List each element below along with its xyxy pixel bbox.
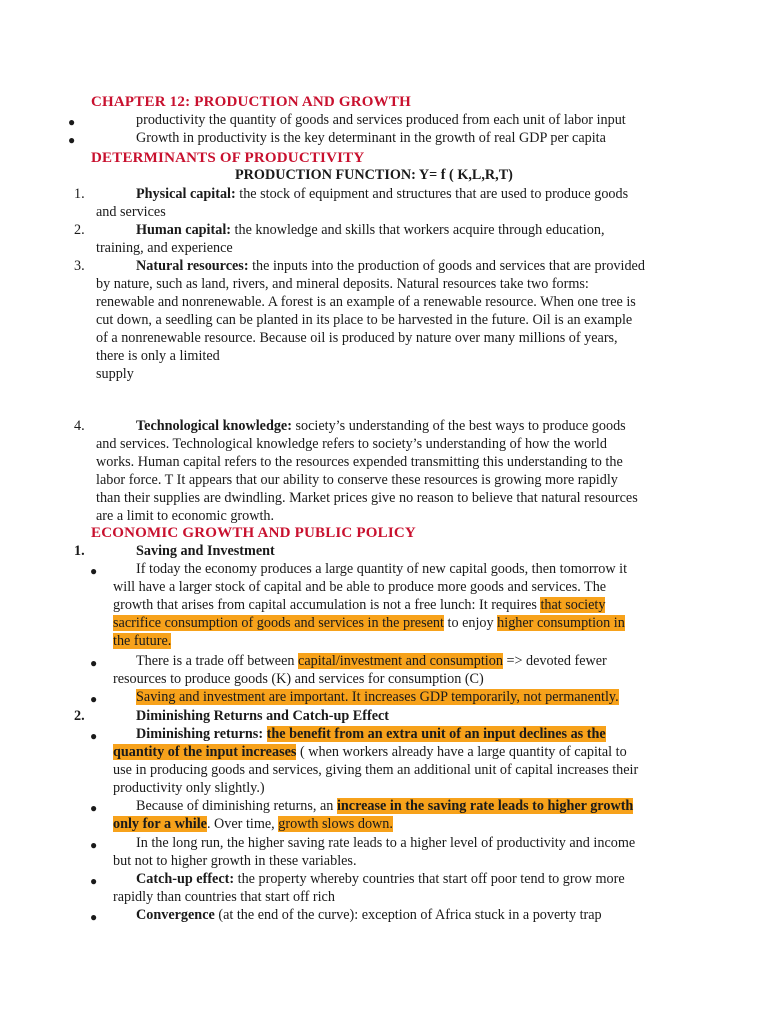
highlighted-text: only for a while [113, 816, 207, 832]
list-number: 4. [74, 418, 85, 434]
term: Natural resources: [136, 258, 249, 274]
intro-bullet-1: productivity the quantity of goods and services produced from each unit of labor input [136, 112, 626, 128]
definition-line: than their supplies are dwindling. Market prices give no reason to believe that natural resources [96, 490, 638, 506]
list-item-natural-resources [136, 258, 645, 276]
bullet-text [136, 798, 633, 816]
list-number: 1. [74, 186, 85, 202]
plain-text: There is a trade off between [136, 653, 295, 669]
term: Convergence [136, 907, 215, 923]
highlighted-text: higher consumption in [497, 615, 625, 631]
definition-line: labor force. T It appears that our ability to conserve these resources is growing more rapidly [96, 472, 618, 488]
plain-text: to enjoy [447, 615, 494, 631]
plain-text: ( when workers already have a large quantity of capital to [299, 744, 627, 760]
definition-line: society’s understanding of the best ways to produce goods [295, 418, 626, 434]
page-title: CHAPTER 12: PRODUCTION AND GROWTH [91, 94, 411, 110]
highlighted-text: that society [540, 597, 606, 613]
bullet-icon: ● [90, 564, 98, 578]
section-heading-growth-policy: ECONOMIC GROWTH AND PUBLIC POLICY [91, 525, 416, 541]
production-function: PRODUCTION FUNCTION: Y= f ( K,L,R,T) [235, 167, 513, 183]
sub-number: 2. [74, 708, 85, 724]
highlighted-text: increase in the saving rate leads to higher growth [336, 798, 634, 814]
plain-text: => devoted fewer [506, 653, 607, 669]
sub-number: 1. [74, 543, 85, 559]
subheading-diminishing-returns: Diminishing Returns and Catch-up Effect [136, 708, 390, 724]
bullet-text: will have a larger stock of capital and be able to produce more goods and services. The [113, 579, 607, 595]
definition-line: renewable and nonrenewable. A forest is an example of a renewable resource. When one tree is [96, 294, 636, 310]
definition-line: of a nonrenewable resource. Because oil is produced by nature over many millions of years, [96, 330, 618, 346]
definition-line: and services. Technological knowledge refers to society’s understanding of how the world [96, 436, 607, 452]
section-heading-determinants: DETERMINANTS OF PRODUCTIVITY [91, 150, 365, 166]
term: Diminishing returns: [136, 726, 264, 742]
list-item-technological-knowledge [136, 418, 626, 436]
bullet-text: In the long run, the higher saving rate leads to a higher level of productivity and income [136, 835, 636, 851]
bullet-icon: ● [68, 115, 76, 129]
bullet-text [113, 633, 171, 651]
highlighted-text: growth slows down. [278, 816, 393, 832]
bullet-text: If today the economy produces a large quantity of new capital goods, then tomorrow it [136, 561, 628, 577]
definition-line: the knowledge and skills that workers acquire through education, [234, 222, 605, 238]
definition-line: and services [96, 204, 166, 220]
bullet-text [113, 744, 627, 762]
subheading-saving-investment: Saving and Investment [136, 543, 275, 559]
bullet-icon: ● [90, 692, 98, 706]
list-number: 3. [74, 258, 85, 274]
bullet-icon: ● [68, 133, 76, 147]
highlighted-text: sacrifice consumption of goods and services in the present [113, 615, 444, 631]
definition-line: the inputs into the production of goods and services that are provided [252, 258, 645, 274]
term: Physical capital: [136, 186, 236, 202]
intro-bullet-2: Growth in productivity is the key determinant in the growth of real GDP per capita [136, 130, 606, 146]
bullet-text [136, 907, 602, 925]
plain-text: (at the end of the curve): exception of Africa stuck in a poverty trap [218, 907, 602, 923]
list-item-physical-capital [136, 186, 628, 204]
bullet-text [136, 653, 607, 671]
term: Human capital: [136, 222, 231, 238]
bullet-text: use in producing goods and services, giving them an additional unit of capital increases their [113, 762, 639, 778]
definition-line: by nature, such as land, rivers, and mineral deposits. Natural resources take two forms: [96, 276, 589, 292]
term: Catch-up effect: [136, 871, 235, 887]
definition-line: the stock of equipment and structures that are used to produce goods [239, 186, 629, 202]
bullet-text: resources to produce goods (K) and services for consumption (C) [113, 671, 484, 687]
list-number: 2. [74, 222, 85, 238]
plain-text: growth that arises from capital accumulation is not a free lunch: It requires [113, 597, 537, 613]
bullet-icon: ● [90, 874, 98, 888]
list-item-human-capital [136, 222, 605, 240]
definition-line: are a limit to economic growth. [96, 508, 275, 524]
highlighted-text: Saving and investment are important. It increases GDP temporarily, not permanently. [136, 689, 619, 705]
definition-line: supply [96, 366, 134, 382]
plain-text: Because of diminishing returns, an [136, 798, 334, 814]
definition-line: there is only a limited [96, 348, 220, 364]
highlighted-text: capital/investment and consumption [298, 653, 503, 669]
bullet-text [113, 816, 393, 834]
bullet-text [113, 615, 625, 633]
term: Technological knowledge: [136, 418, 292, 434]
plain-text: . Over time, [206, 816, 275, 832]
definition-line: cut down, a seedling can be planted in its place to be harvested in the future. Oil is an example [96, 312, 633, 328]
highlighted-text: the benefit from an extra unit of an input declines as the [266, 726, 606, 742]
bullet-icon: ● [90, 729, 98, 743]
plain-text: the property whereby countries that start off poor tend to grow more [237, 871, 625, 887]
bullet-text: but not to higher growth in these variables. [113, 853, 357, 869]
highlighted-text: the future. [113, 633, 172, 649]
bullet-text: productivity only slightly.) [113, 780, 265, 796]
bullet-icon: ● [90, 910, 98, 924]
bullet-text [136, 689, 619, 707]
bullet-text: rapidly than countries that start off rich [113, 889, 335, 905]
highlighted-text: quantity of the input increases [113, 744, 297, 760]
bullet-icon: ● [90, 656, 98, 670]
bullet-text [136, 726, 606, 744]
bullet-text [136, 871, 625, 889]
bullet-icon: ● [90, 801, 98, 815]
definition-line: training, and experience [96, 240, 233, 256]
definition-line: works. Human capital refers to the resources expended transmitting this understanding to the [96, 454, 623, 470]
bullet-icon: ● [90, 838, 98, 852]
bullet-text [113, 597, 605, 615]
